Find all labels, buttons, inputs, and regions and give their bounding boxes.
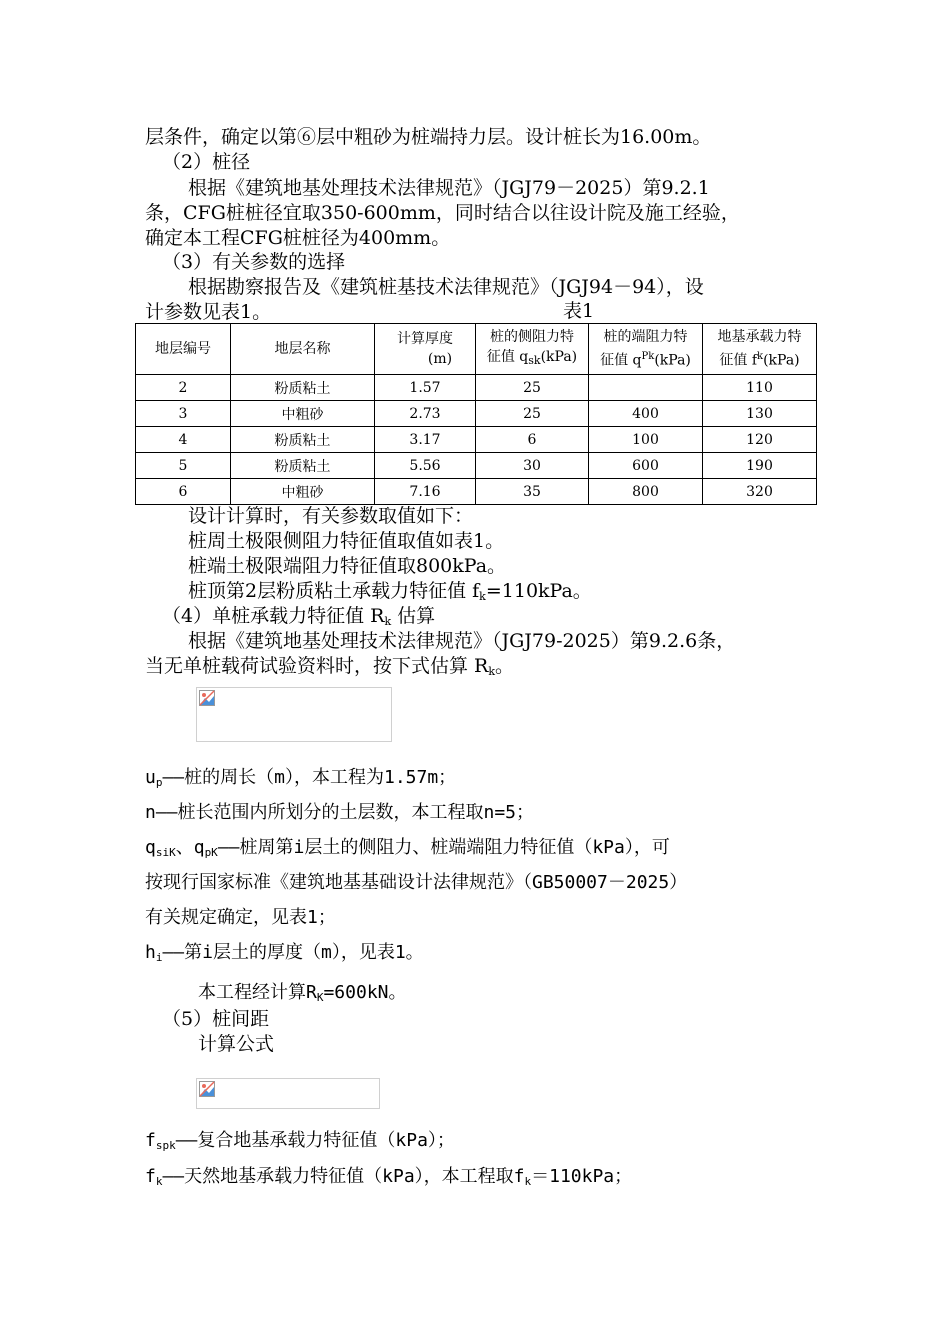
table-cell: 6 [136,479,231,505]
body-line: 桩周土极限侧阻力特征值取值如表1。 [188,530,505,552]
calc-result-line: 本工程经计算$R_K=600kN$。 [198,982,407,1004]
table-cell: 2 [136,375,231,401]
table-cell: 中粗砂 [231,401,375,427]
definition-line: $u_p——$桩的周长（m），本工程为1.57m； [145,767,457,789]
table-cell: 粉质粘土 [231,427,375,453]
table-cell: 25 [476,375,589,401]
section-heading-4: （4）单桩承载力特征值 $R_k$ 估算 [162,605,436,628]
header-side-resistance: 桩的侧阻力特 征值 $q_{sk}(kPa)$ [476,324,589,375]
body-line: 条，CFG桩桩径宜取350-600mm，同时结合以往设计院及施工经验， [145,202,740,224]
header-bearing-capacity: 地基承载力特 征值 $f^k(kPa)$ [703,324,817,375]
table-cell: 1.57 [375,375,476,401]
body-line: 根据《建筑地基处理技术法律规范》（JGJ79－2025）第9.2.1 [188,177,710,199]
table-cell: 3.17 [375,427,476,453]
body-line: 确定本工程CFG桩桩径为400mm。 [145,227,451,249]
table-row [136,375,817,401]
table-cell: 5 [136,453,231,479]
body-line: 设计计算时，有关参数取值如下： [188,505,474,527]
table-cell: 粉质粘土 [231,375,375,401]
table-row [136,401,817,427]
broken-image-icon [199,690,215,706]
body-line: 计参数见表1。 [145,301,272,323]
definition-line: $f_k——$天然地基承载力特征值（kPa），本工程取$f_k=110kPa$； [145,1166,633,1188]
table-cell: 800 [589,479,703,505]
header-layer-name: 地层名称 [231,324,375,375]
table-cell [589,375,703,401]
table-row [136,427,817,453]
body-line: 桩端土极限端阻力特征值取800kPa。 [188,555,507,577]
header-end-resistance: 桩的端阻力特 征值 $q^{Pk}(kPa)$ [589,324,703,375]
table-header-row [136,324,817,375]
table-cell: 100 [589,427,703,453]
section-heading-2: （2）桩径 [162,151,251,173]
table-cell: 5.56 [375,453,476,479]
table-caption: 表1 [563,300,595,322]
table-cell: 中粗砂 [231,479,375,505]
definition-line: $q_{siK}$、$q_{pK}——$桩周第i层土的侧阻力、桩端端阻力特征值（kPa），可 [145,837,670,859]
parameter-table [135,323,817,505]
table-cell: 2.73 [375,401,476,427]
body-line: 计算公式 [198,1033,275,1055]
table-cell: 600 [589,453,703,479]
body-line: 层条件，确定以第⑥层中粗砂为桩端持力层。设计桩长为16.00m。 [145,126,712,148]
formula-image-1 [196,687,392,742]
definition-line: 有关规定确定，见表1； [145,907,336,928]
table-cell: 320 [703,479,817,505]
table-cell: 4 [136,427,231,453]
table-cell: 400 [589,401,703,427]
table-row [136,453,817,479]
definition-line: 按现行国家标准《建筑地基基础设计法律规范》（GB50007－2025） [145,872,688,893]
table-cell: 190 [703,453,817,479]
table-cell: 130 [703,401,817,427]
table-cell: 110 [703,375,817,401]
header-layer-id: 地层编号 [136,324,231,375]
body-line: 桩顶第2层粉质粘土承载力特征值 $f_k=110kPa$。 [188,580,592,603]
table-cell: 3 [136,401,231,427]
table-cell: 6 [476,427,589,453]
table-row [136,479,817,505]
table-cell: 120 [703,427,817,453]
broken-image-icon [199,1081,215,1097]
definition-line: $f_{spk}——$复合地基承载力特征值（kPa）； [145,1130,455,1152]
body-line: 根据《建筑地基处理技术法律规范》（JGJ79-2025）第9.2.6条， [188,630,736,652]
table-cell: 25 [476,401,589,427]
formula-image-2 [196,1078,380,1109]
table-cell: 35 [476,479,589,505]
table-cell: 7.16 [375,479,476,505]
definition-line: n——桩长范围内所划分的土层数，本工程取n=5； [145,802,535,823]
table-cell: 30 [476,453,589,479]
body-line: 根据勘察报告及《建筑桩基技术法律规范》（JGJ94－94），设 [188,276,704,298]
header-thickness: 计算厚度 (m) [375,324,476,375]
body-line: 当无单桩载荷试验资料时，按下式估算 $R_k$。 [145,655,515,678]
section-heading-3: （3）有关参数的选择 [162,251,346,273]
definition-line: $h_i——$第i层土的厚度（m），见表1。 [145,942,424,964]
table-cell: 粉质粘土 [231,453,375,479]
section-heading-5: （5）桩间距 [162,1008,270,1030]
